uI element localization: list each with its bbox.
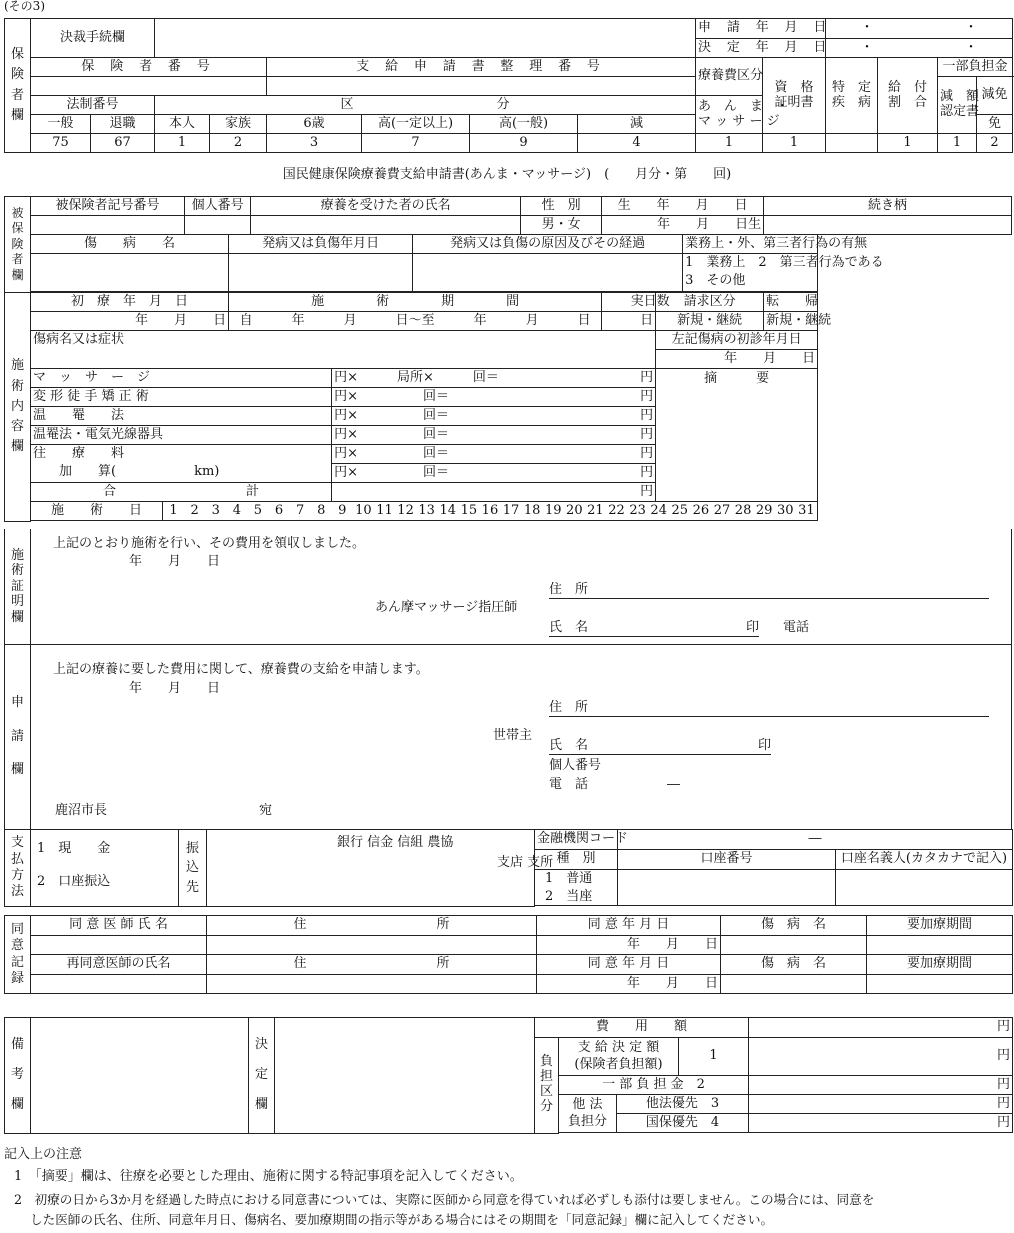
treatment-day-9[interactable]: 9 [338, 502, 347, 518]
work-related-label: 業務上・外、第三者行為の有無 [683, 235, 818, 254]
remarks-field[interactable] [31, 1018, 249, 1134]
cat-honnin: 本人 [155, 115, 210, 134]
reconsent-period-field[interactable] [867, 975, 1013, 994]
consent-period-field[interactable] [867, 936, 1013, 955]
disease-name-field[interactable] [31, 254, 229, 292]
treatment-day-29[interactable]: 29 [755, 502, 773, 518]
cat-6sai: 6歳 [267, 115, 362, 134]
nhi-priority-label: 国保優先 4 [617, 1114, 749, 1133]
first-visit-label: 左記傷病の初診年月日 [656, 331, 818, 350]
yen-unit: 円 [640, 464, 654, 480]
consent-side-label: 同 意 記 録 [5, 916, 31, 994]
treatment-day-24[interactable]: 24 [650, 502, 667, 518]
account-number-label: 口座番号 [618, 850, 836, 870]
disease-name-label: 傷 病 名 [31, 235, 229, 254]
treatment-day-21[interactable]: 21 [587, 502, 604, 518]
shikaku-label: 資 格 証明書 [763, 58, 826, 134]
item-ouryo-label: 往 療 料 [31, 445, 332, 464]
notes-title: 記入上の注意 [4, 1147, 83, 1162]
kessai-field[interactable] [155, 19, 696, 58]
decision-side-label: 決 定 欄 [249, 1018, 275, 1134]
cause-field[interactable] [413, 254, 683, 292]
payment-decision-num: 1 [679, 1038, 749, 1076]
treatment-day-13[interactable]: 13 [418, 502, 435, 518]
first-treatment-label: 初 療 年 月 日 [31, 293, 229, 312]
consent-date-label: 同 意 年 月 日 [537, 916, 721, 936]
payment-transfer-option[interactable]: 2 口座振込 [37, 873, 111, 889]
code-cell[interactable]: 7 [362, 134, 470, 153]
apply-address-label: 住 所 [549, 700, 589, 715]
apply-tel-dash: ― [667, 777, 680, 792]
bank-field[interactable] [207, 830, 554, 907]
reconsent-address-label: 住 所 [207, 955, 537, 975]
application-section [4, 645, 1012, 830]
item-henkei-calc[interactable] [332, 388, 656, 407]
actual-days-label-text: 実日数 [629, 293, 656, 312]
treatment-day-22[interactable]: 22 [608, 502, 625, 518]
other-law-priority-label: 他法優先 3 [617, 1095, 749, 1114]
practitioner-label: あん摩マッサージ指圧師 [375, 600, 518, 615]
payment-decision-field[interactable]: 円 [749, 1038, 1013, 1076]
item-onanpo-calc-text: 円× 回＝ [334, 407, 449, 423]
seal-mark: 印 [745, 620, 759, 635]
treatment-day-14[interactable]: 14 [439, 502, 457, 518]
cat-kou-ippan: 高(一般) [470, 115, 578, 134]
item-onanpo-label: 温 罨 法 [31, 407, 332, 426]
code-cell[interactable]: 2 [210, 134, 267, 153]
total-label: 合 計 [31, 483, 332, 502]
insured-number-label: 被保険者記号番号 [31, 197, 185, 216]
bank-type-options: 銀行 信金 信組 農協 [337, 835, 454, 850]
addressee-suffix: 宛 [259, 803, 273, 818]
account-number-field[interactable] [618, 870, 836, 906]
yen-unit: 円 [640, 426, 654, 442]
insured-side-label: 被 保 険 者 欄 [5, 197, 31, 293]
insurer-number-field[interactable] [31, 77, 267, 96]
reconsent-date-label: 同 意 年 月 日 [537, 955, 721, 975]
item-massage-calc[interactable] [332, 369, 656, 388]
treatment-day-4[interactable]: 4 [232, 502, 241, 518]
copay-field[interactable]: 円 [749, 1076, 1013, 1095]
birth-label: 生 年 月 日 [602, 197, 764, 216]
code-cell[interactable]: 75 [31, 134, 91, 153]
form-title: 国民健康保険療養費支給申請書(あんま・マッサージ) ( 月分・第 回) [282, 167, 732, 182]
apply-name-field[interactable] [549, 739, 771, 755]
treatment-day-31[interactable]: 31 [798, 502, 815, 518]
claim-number-label: 支 給 申 請 書 整 理 番 号 [267, 58, 696, 77]
decision-field[interactable] [275, 1018, 535, 1134]
apply-name-label: 氏 名 [549, 738, 589, 753]
account-type-label: 種 別 [535, 850, 618, 870]
reconsent-disease-label: 傷 病 名 [721, 955, 867, 975]
reconsent-address-field[interactable] [207, 975, 537, 994]
yen-unit: 円 [640, 369, 654, 385]
summary-label: 摘 要 [704, 371, 770, 386]
note-2-line-1: 2 初療の日から3か月を経過した時点における同意書については、実際に医師から同意を得ていれば必ずしも添付は要しません。この場合には、同意を [14, 1192, 875, 1207]
consent-disease-field[interactable] [721, 936, 867, 955]
treatment-side-label: 施 術 内 容 欄 [5, 293, 31, 522]
reconsent-doctor-field[interactable] [31, 975, 207, 994]
proof-section [4, 529, 1012, 645]
cause-label: 発病又は負傷の原因及びその経過 [413, 235, 683, 254]
other-law-label: 他 法 負担分 [559, 1095, 617, 1133]
item-henkei-label: 変 形 徒 手 矯 正 術 [31, 388, 332, 407]
code-cell[interactable]: 4 [578, 134, 696, 153]
treatment-day-3[interactable]: 3 [211, 502, 220, 518]
payment-section [4, 829, 1013, 907]
treatment-day-19[interactable]: 19 [544, 502, 562, 518]
item-henkei-calc-text: 円× 回＝ [334, 388, 449, 404]
kubun-label: 区 分 [155, 96, 696, 115]
burden-class-label: 負 担 区 分 [535, 1038, 559, 1134]
anma-massage-label: あ ん ま ・ マ ッ サ ー ジ [696, 96, 763, 134]
treatment-day-1[interactable]: 1 [169, 502, 178, 518]
transfer-dest-label: 振 込 先 [179, 830, 207, 907]
ichibu-label: 一部負担金 [938, 58, 1013, 77]
treatment-day-25[interactable]: 25 [671, 502, 689, 518]
apply-address-field[interactable] [549, 701, 989, 717]
treatment-day-30[interactable]: 30 [776, 502, 794, 518]
yen-unit: 円 [640, 445, 654, 461]
apply-date[interactable]: 年 月 日 [129, 681, 221, 696]
account-type-options[interactable]: 1 普通 2 当座 [535, 870, 618, 906]
treatment-day-28[interactable]: 28 [734, 502, 752, 518]
treatment-day-16[interactable]: 16 [481, 502, 499, 518]
proof-address-field[interactable] [549, 583, 989, 599]
first-treatment-field[interactable]: 年 月 日 [31, 312, 229, 331]
treatment-day-18[interactable]: 18 [523, 502, 541, 518]
yen-unit: 円 [640, 388, 654, 404]
sex-label: 性 別 [521, 197, 602, 216]
gen-label: 減 [578, 115, 696, 134]
yen-unit: 円 [640, 407, 654, 423]
household-head-label: 世帯主 [493, 728, 533, 743]
note-1: 1 「摘要」欄は、往療を必要とした理由、施術に関する特記事項を記入してください。 [14, 1169, 523, 1184]
consent-section [4, 915, 1013, 994]
cost-label: 費 用 額 [535, 1018, 749, 1038]
hosei-number-label: 法制番号 [31, 96, 155, 115]
consent-disease-label: 傷 病 名 [721, 916, 867, 936]
cat-ippan: 一般 [31, 115, 91, 134]
outcome-field[interactable]: 新規・継続 [764, 312, 818, 331]
treatment-day-7[interactable]: 7 [295, 502, 305, 518]
code-cell[interactable]: 1 [878, 134, 938, 153]
item-ouryo-calc-text: 円× 回＝ [334, 445, 449, 461]
decide-date-field[interactable]: ・ ・ [826, 39, 1013, 58]
sex-field[interactable]: 男・女 [521, 216, 602, 235]
apply-date-label: 申 請 年 月 日 [696, 19, 826, 39]
proof-address-label: 住 所 [549, 582, 589, 597]
code-cell[interactable]: 9 [470, 134, 578, 153]
item-onanpo-calc[interactable] [332, 407, 656, 426]
treatment-day-2[interactable]: 2 [190, 502, 199, 518]
relation-field[interactable] [764, 216, 1012, 235]
consent-period-label: 要加療期間 [867, 916, 1013, 936]
care-class-label: 療養費区分 [696, 58, 763, 96]
treatment-days-grid [163, 502, 818, 521]
insurer-side-label: 保 険 者 欄 [5, 19, 31, 153]
bank-code-label: 金融機関コード [535, 830, 618, 850]
code-cell[interactable]: 3 [267, 134, 362, 153]
item-kasan-calc[interactable] [332, 464, 656, 483]
total-field[interactable]: 円 [332, 483, 656, 502]
work-related-options[interactable]: 1 業務上 2 第三者行為である 3 その他 [683, 254, 818, 292]
treatment-days-label: 施 術 日 [31, 502, 163, 521]
kyufu-label: 給 付 割 合 [878, 58, 938, 134]
days-row [163, 502, 817, 520]
item-kasan-label: 加 算( km) [31, 464, 332, 483]
cost-field[interactable]: 円 [749, 1018, 1013, 1038]
cat-taishoku: 退職 [91, 115, 155, 134]
proof-tel-label: 電話 [783, 620, 810, 635]
apply-personal-number-label[interactable]: 個人番号 [549, 758, 602, 773]
gengaku-label: 減 額 認定書 [938, 77, 977, 134]
onset-date-label: 発病又は負傷年月日 [229, 235, 413, 254]
consent-address-label: 住 所 [207, 916, 537, 936]
personal-number-label: 個人番号 [185, 197, 251, 216]
consent-date-field[interactable]: 年 月 日 [537, 936, 721, 955]
payment-decision-label: 支 給 決 定 額 (保険者負担額) [559, 1038, 679, 1076]
claim-number-field[interactable] [267, 77, 696, 96]
treatment-day-20[interactable]: 20 [566, 502, 583, 518]
code-cell[interactable]: 1 [938, 134, 977, 153]
branch-type-options: 支店 支所 [497, 855, 554, 870]
consent-doctor-label: 同 意 医 師 氏 名 [31, 916, 207, 936]
treatment-day-23[interactable]: 23 [629, 502, 646, 518]
reconsent-date-field[interactable]: 年 月 日 [537, 975, 721, 994]
first-visit-field[interactable]: 年 月 日 [656, 350, 818, 369]
treatment-day-15[interactable]: 15 [460, 502, 478, 518]
consent-doctor-field[interactable] [31, 936, 207, 955]
cat-kazoku: 家族 [210, 115, 267, 134]
item-kasan-calc-text: 円× 回＝ [334, 464, 449, 480]
reconsent-doctor-label: 再同意医師の氏名 [31, 955, 207, 975]
payment-side-label: 支 払 方 法 [5, 830, 31, 907]
note-2-line-2: した医師の氏名、住所、同意年月日、傷病名、要加療期間の指示等がある場合にはその期間を「同意記録」欄に記入してください。 [30, 1212, 774, 1227]
remarks-side-label: 備 考 欄 [5, 1018, 31, 1134]
apply-statement: 上記の療養に要した費用に関して、療養費の支給を申請します。 [53, 662, 429, 677]
cat-kou-ittei: 高(一定以上) [362, 115, 470, 134]
treatment-day-17[interactable]: 17 [502, 502, 520, 518]
outcome-label: 転 帰 [764, 293, 818, 312]
summary-field[interactable] [656, 369, 818, 502]
item-massage-calc-text: 円× 局所× 回＝ [334, 369, 499, 385]
genmen-label: 減免 [977, 77, 1013, 115]
birth-field[interactable]: 年 月 日生 [602, 216, 764, 235]
proof-statement: 上記のとおり施術を行い、その費用を領収しました。 [53, 536, 366, 551]
account-holder-label: 口座名義人(カタカナで記入) [836, 850, 1013, 870]
treatment-day-26[interactable]: 26 [692, 502, 710, 518]
code-cell[interactable]: 1 [155, 134, 210, 153]
apply-date-field[interactable]: ・ ・ [826, 19, 1013, 39]
tokutei-label: 特 定 疾 病 [826, 58, 878, 134]
treatment-day-6[interactable]: 6 [274, 502, 284, 518]
item-ouryo-calc[interactable] [332, 445, 656, 464]
treatment-day-12[interactable]: 12 [397, 502, 414, 518]
code-cell[interactable] [826, 134, 878, 153]
treatment-day-8[interactable]: 8 [317, 502, 326, 518]
reconsent-period-label: 要加療期間 [867, 955, 1013, 975]
seal-mark: 印 [757, 738, 771, 753]
item-massage-label: マ ッ サ ー ジ [31, 369, 332, 388]
code-cell[interactable]: 1 [763, 134, 826, 153]
treatment-day-5[interactable]: 5 [253, 502, 263, 518]
form-variant-label: (その3) [4, 0, 45, 13]
account-holder-field[interactable] [836, 870, 1013, 906]
apply-side-label: 申 請 欄 [10, 694, 24, 778]
kessai-label: 決裁手続欄 [31, 19, 155, 58]
personal-number-field[interactable] [185, 216, 251, 235]
payment-cash-option[interactable]: 1 現 金 [37, 841, 111, 856]
consent-address-field[interactable] [207, 936, 537, 955]
code-cell[interactable]: 2 [977, 134, 1013, 153]
other-law-priority-field[interactable]: 円 [749, 1095, 1013, 1114]
patient-name-label: 療養を受けた者の氏名 [251, 197, 521, 216]
insured-number-field[interactable] [31, 216, 185, 235]
patient-name-field[interactable] [251, 216, 521, 235]
decide-date-label: 決 定 年 月 日 [696, 39, 826, 58]
men-label: 免 [977, 115, 1013, 134]
main-form [4, 196, 1012, 522]
item-denki-label: 温罨法・電気光線器具 [31, 426, 332, 445]
actual-days-field[interactable]: 日 [602, 312, 656, 331]
treatment-day-11[interactable]: 11 [376, 502, 393, 518]
proof-side-label: 施 術 証 明 欄 [10, 547, 24, 625]
insurer-number-label: 保 険 者 番 号 [31, 58, 267, 77]
copay-label: 一 部 負 担 金 2 [559, 1076, 749, 1095]
bank-code-field[interactable]: ― [618, 830, 1013, 850]
insurer-section [4, 18, 1013, 153]
onset-date-field[interactable] [229, 254, 413, 292]
proof-name-label: 氏 名 [549, 620, 589, 635]
proof-date[interactable]: 年 月 日 [129, 554, 221, 569]
nhi-priority-field[interactable]: 円 [749, 1114, 1013, 1133]
code-cell[interactable]: 67 [91, 134, 155, 153]
treatment-period-field[interactable]: 自 年 月 日～至 年 月 日 [229, 312, 602, 331]
proof-name-field[interactable] [549, 621, 759, 637]
relation-label: 続き柄 [764, 197, 1012, 216]
actual-days-label [602, 293, 629, 312]
treatment-day-27[interactable]: 27 [713, 502, 731, 518]
payment-method-options[interactable] [31, 830, 179, 907]
claim-type-label: 請求区分 [656, 293, 764, 312]
item-denki-calc[interactable] [332, 426, 656, 445]
apply-tel-label: 電 話 [549, 777, 589, 792]
item-denki-calc-text: 円× 回＝ [334, 426, 449, 442]
reconsent-disease-field[interactable] [721, 975, 867, 994]
treatment-day-10[interactable]: 10 [355, 502, 372, 518]
claim-type-field[interactable]: 新規・継続 [656, 312, 764, 331]
office-use-section [4, 1017, 1013, 1134]
mayor-label: 鹿沼市長 [55, 803, 108, 818]
code-cell[interactable]: 1 [696, 134, 763, 153]
treatment-period-label: 施 術 期 間 [229, 293, 602, 312]
symptom-label[interactable]: 傷病名又は症状 [31, 331, 656, 369]
